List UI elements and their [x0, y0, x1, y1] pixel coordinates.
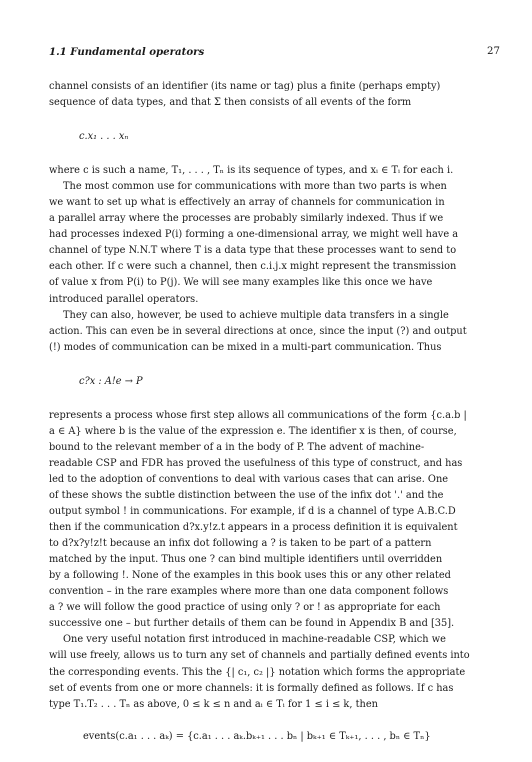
text-line: introduced parallel operators.: [49, 293, 199, 305]
text-line: (!) modes of communication can be mixed in a multi-part communication. Thus: [49, 341, 442, 353]
text-line: by a following !. None of the examples in this book uses this or any other related: [49, 570, 451, 582]
text-line: output symbol ! in communications. For example, if d is a channel of type A.B.C.D: [49, 506, 456, 518]
text-line: the corresponding events. This the {| c₁, c₂ |} notation which forms the appropriate: [49, 666, 466, 678]
display-formula: events(c.a₁ . . . aₖ) = {c.a₁ . . . aₖ.bₖ₊₁ . . . bₙ | bₖ₊₁ ∈ Tₖ₊₁, . . . , bₙ ∈ Tₙ}: [83, 730, 431, 742]
text-line: each other. If c were such a channel, then c.i.j.x might represent the transmission: [49, 261, 457, 273]
text-line: action. This can even be in several directions at once, since the input (?) and output: [49, 325, 467, 337]
text-line: matched by the input. Thus one ? can bind multiple identifiers until overridden: [49, 554, 443, 566]
body-text: [49, 79, 484, 745]
text-line: had processes indexed P(i) forming a one-dimensional array, we might well have a: [49, 229, 459, 241]
text-line: a ∈ A} where b is the value of the expression e. The identifier x is then, of course,: [49, 425, 457, 437]
text-line: then if the communication d?x.y!z.t appears in a process definition it is equivalent: [49, 522, 458, 534]
paragraph-start: They can also, however, be used to achieve multiple data transfers in a single: [63, 309, 449, 321]
text-line: a parallel array where the processes are probably similarly indexed. Thus if we: [49, 213, 444, 225]
paragraph-start: One very useful notation first introduced in machine-readable CSP, which we: [63, 634, 446, 646]
display-formula: c.x₁ . . . xₙ: [79, 131, 129, 143]
text-line: bound to the relevant member of a in the body of P. The advent of machine-: [49, 441, 425, 453]
text-line: represents a process whose first step allows all communications of the form {c.a.b |: [49, 409, 467, 421]
text-line: convention – in the rare examples where more than one data component follows: [49, 586, 449, 598]
text-line: channel of type N.N.T where T is a data type that these processes want to send to: [49, 245, 457, 257]
section-title: 1.1 Fundamental operators: [49, 46, 205, 58]
text-line: where c is such a name, T₁, . . . , Tₙ is its sequence of types, and xᵢ ∈ Tᵢ for each i.: [49, 165, 454, 177]
text-line: will use freely, allows us to turn any set of channels and partially defined events into: [49, 650, 470, 662]
text-line: of these shows the subtle distinction between the use of the infix dot '.' and the: [49, 489, 444, 501]
text-line: readable CSP and FDR has proved the usefulness of this type of construct, and has: [49, 457, 463, 469]
page-number: 27: [487, 46, 500, 57]
text-line: led to the adoption of conventions to deal with various cases that can arise. One: [49, 473, 449, 485]
text-line: we want to set up what is effectively an array of channels for communication in: [49, 197, 445, 209]
text-line: successive one – but further details of them can be found in Appendix B and [35].: [49, 618, 455, 630]
text-line: of value x from P(i) to P(j). We will see many examples like this once we have: [49, 277, 433, 289]
text-line: to d?x?y!z!t because an infix dot following a ? is taken to be part of a pattern: [49, 538, 432, 550]
paragraph-start: The most common use for communications with more than two parts is when: [63, 181, 447, 193]
running-header: [49, 46, 500, 60]
text-line: type T₁.T₂ . . . Tₙ as above, 0 ≤ k ≤ n and aᵢ ∈ Tᵢ for 1 ≤ i ≤ k, then: [49, 698, 378, 710]
display-formula: c?x : A!e → P: [79, 375, 143, 387]
text-line: channel consists of an identifier (its name or tag) plus a finite (perhaps empty): [49, 81, 441, 92]
text-line: a ? we will follow the good practice of using only ? or ! as appropriate for each: [49, 602, 441, 614]
text-line: sequence of data types, and that Σ then consists of all events of the form: [49, 97, 412, 109]
text-line: set of events from one or more channels: it is formally defined as follows. If c has: [49, 682, 454, 694]
